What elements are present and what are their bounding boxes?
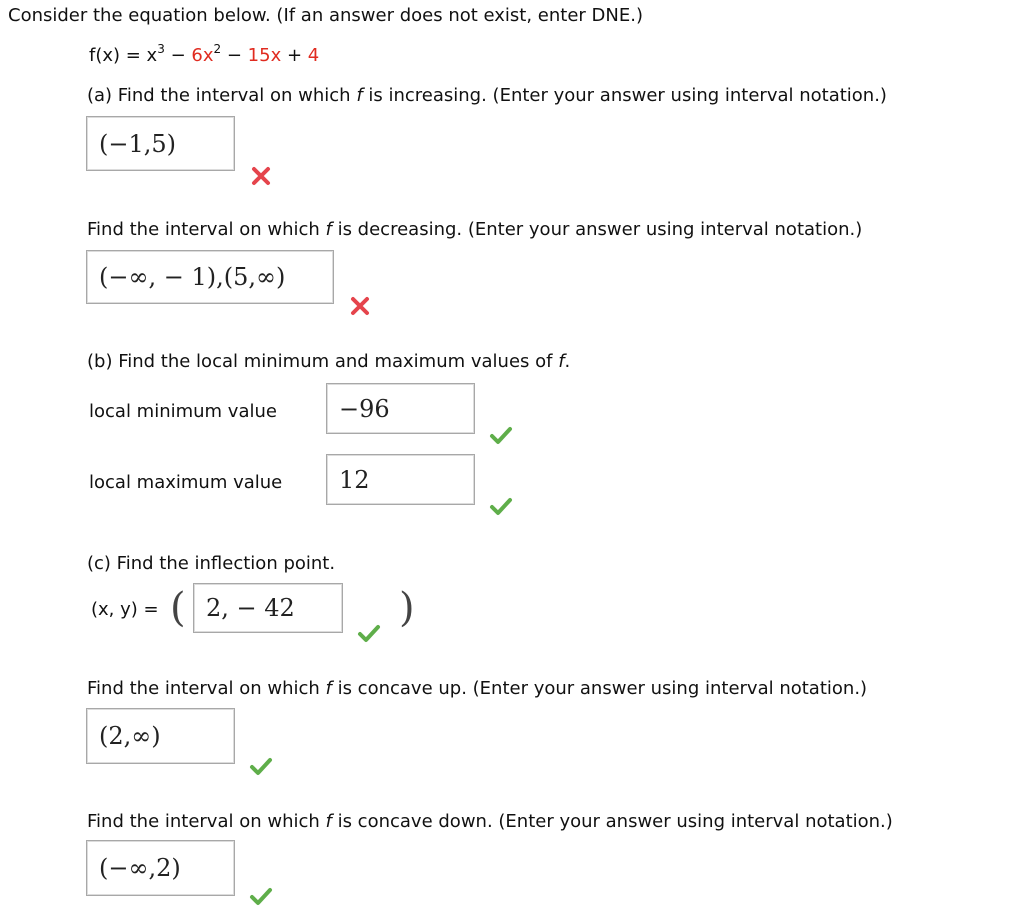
equation-term4: 4 bbox=[307, 45, 320, 66]
equation bbox=[89, 42, 320, 67]
local-min-label: local minimum value bbox=[89, 401, 277, 422]
question-local-extrema-post: . bbox=[564, 351, 571, 372]
xy-label: (x, y) = bbox=[91, 599, 159, 620]
f-symbol: f bbox=[325, 811, 332, 832]
check-icon bbox=[489, 494, 513, 518]
f-symbol: f bbox=[325, 219, 332, 240]
decreasing-answer-field[interactable] bbox=[86, 250, 334, 304]
question-increasing-pre: (a) Find the interval on which bbox=[87, 85, 357, 106]
f-symbol: f bbox=[356, 85, 363, 106]
x-icon bbox=[348, 294, 372, 318]
question-decreasing bbox=[87, 219, 862, 241]
question-increasing-post: is increasing. (Enter your answer using interval notation.) bbox=[362, 85, 887, 106]
equation-plus: + bbox=[281, 45, 308, 66]
concave-up-field[interactable] bbox=[86, 708, 235, 764]
increasing-answer-value: (−1,5) bbox=[99, 129, 177, 158]
question-concave-down-pre: Find the interval on which bbox=[87, 811, 326, 832]
f-symbol: f bbox=[558, 351, 565, 372]
question-inflection: (c) Find the inflection point. bbox=[87, 553, 336, 574]
equation-term2: 6x bbox=[191, 45, 214, 66]
question-local-extrema bbox=[87, 351, 570, 373]
check-icon bbox=[489, 423, 513, 447]
question-concave-down bbox=[87, 811, 893, 833]
local-max-field[interactable] bbox=[326, 454, 475, 505]
instructions-text: Consider the equation below. (If an answer does not exist, enter DNE.) bbox=[8, 5, 643, 26]
equation-term3: 15x bbox=[247, 45, 282, 66]
x-icon bbox=[249, 164, 273, 188]
increasing-answer-field[interactable] bbox=[86, 116, 235, 171]
local-max-label: local maximum value bbox=[89, 472, 283, 493]
question-decreasing-post: is decreasing. (Enter your answer using interval notation.) bbox=[331, 219, 863, 240]
local-min-value: −96 bbox=[339, 394, 390, 423]
right-paren: ) bbox=[399, 585, 415, 631]
check-icon bbox=[357, 621, 381, 645]
inflection-point-field[interactable] bbox=[193, 583, 343, 633]
check-icon bbox=[249, 884, 273, 908]
left-paren: ( bbox=[170, 585, 186, 631]
question-concave-down-post: is concave down. (Enter your answer using interval notation.) bbox=[331, 811, 893, 832]
local-max-value: 12 bbox=[339, 465, 370, 494]
equation-exp2: 2 bbox=[213, 42, 222, 56]
equation-minus2: − bbox=[221, 45, 248, 66]
local-min-field[interactable] bbox=[326, 383, 475, 434]
concave-up-value: (2,∞) bbox=[99, 722, 161, 750]
question-concave-up-pre: Find the interval on which bbox=[87, 678, 326, 699]
f-symbol: f bbox=[325, 678, 332, 699]
question-increasing bbox=[87, 85, 887, 107]
inflection-point-value: 2, − 42 bbox=[206, 594, 295, 622]
decreasing-answer-value: (−∞, − 1),(5,∞) bbox=[99, 263, 286, 291]
check-icon bbox=[249, 754, 273, 778]
concave-down-field[interactable] bbox=[86, 840, 235, 896]
question-decreasing-pre: Find the interval on which bbox=[87, 219, 326, 240]
concave-down-value: (−∞,2) bbox=[99, 854, 181, 882]
equation-exp3: 3 bbox=[157, 42, 165, 56]
equation-minus1: − bbox=[164, 45, 192, 66]
equation-lhs: f(x) = x bbox=[89, 45, 158, 66]
question-local-extrema-pre: (b) Find the local minimum and maximum values of bbox=[87, 351, 559, 372]
question-concave-up bbox=[87, 678, 867, 700]
question-concave-up-post: is concave up. (Enter your answer using interval notation.) bbox=[331, 678, 868, 699]
